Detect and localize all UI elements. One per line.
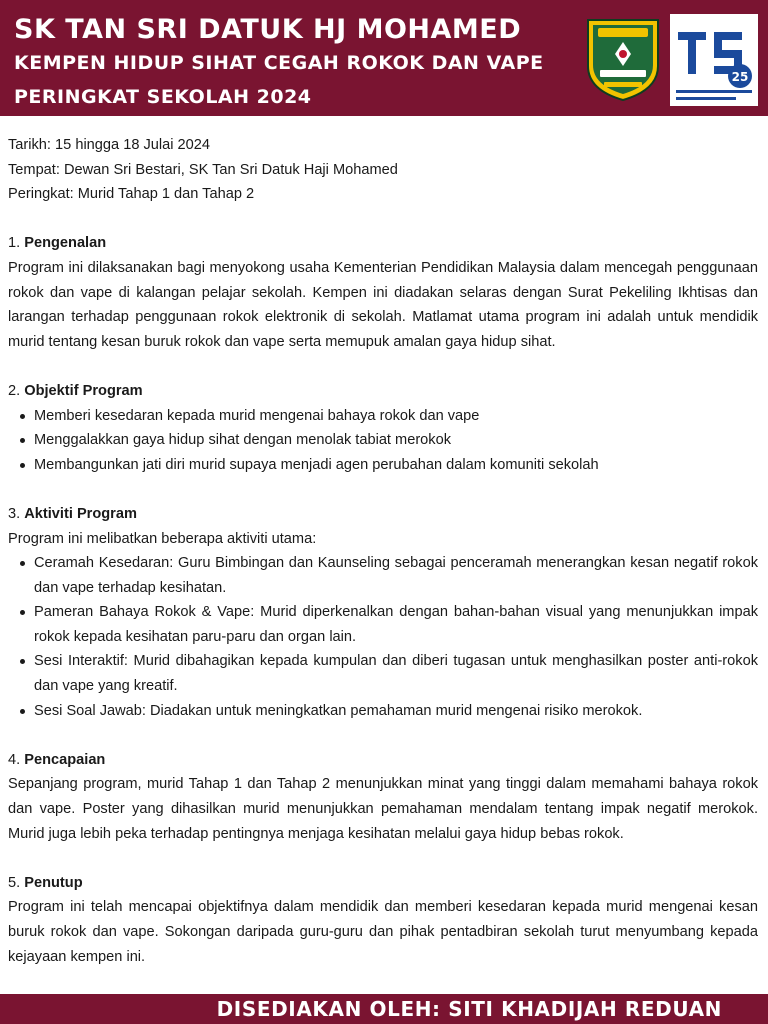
section-title-achievements: 4. Pencapaian	[8, 751, 106, 768]
school-crest-logo	[584, 16, 662, 102]
section-title-closing: 5. Penutup	[8, 874, 83, 891]
section-title-objectives: 2. Objektif Program	[8, 382, 143, 399]
list-item: Pameran Bahaya Rokok & Vape: Murid diperkenalkan dengan bahan-bahan visual yang menunjukkan impak rokok kepada kesihatan paru-paru dan organ lain.	[8, 600, 758, 649]
school-name: SK TAN SRI DATUK HJ MOHAMED	[14, 14, 522, 45]
objectives-list	[8, 404, 758, 478]
section-title-introduction: 1. Pengenalan	[8, 235, 107, 252]
campaign-level: PERINGKAT SEKOLAH 2024	[14, 86, 312, 108]
logo-badge-number: 25	[731, 70, 749, 84]
activities-list	[8, 551, 758, 723]
list-item: Ceramah Kesedaran: Guru Bimbingan dan Kaunseling sebagai penceramah menerangkan kesan negatif rokok dan vape terhadap kesihatan.	[8, 551, 758, 600]
campaign-title: KEMPEN HIDUP SIHAT CEGAH ROKOK DAN VAPE	[14, 52, 544, 74]
event-venue: Tempat: Dewan Sri Bestari, SK Tan Sri Datuk Haji Mohamed	[8, 161, 398, 178]
list-item: Membangunkan jati diri murid supaya menjadi agen perubahan dalam komuniti sekolah	[8, 453, 758, 478]
section-body-introduction: Program ini dilaksanakan bagi menyokong usaha Kementerian Pendidikan Malaysia dalam mencegah penggunaan rokok dan vape di kalangan pelajar sekolah. Kempen ini diadakan selaras dengan Surat Pekeliling Ikhtisas dan larangan terhadap penggunaan rokok elektronik di sekolah. Matlamat utama program ini adalah untuk mendidik murid tentang kesan buruk rokok dan vape serta memupuk amalan gaya hidup sihat.	[8, 259, 758, 350]
event-level: Peringkat: Murid Tahap 1 dan Tahap 2	[8, 186, 255, 203]
prepared-by: DISEDIAKAN OLEH: SITI KHADIJAH REDUAN	[216, 997, 722, 1021]
section-body-closing: Program ini telah mencapai objektifnya dalam mendidik dan memberi kesedaran kepada murid mengenai kesan buruk rokok dan vape. Sokongan daripada guru-guru dan pihak pentadbiran sekolah turut menyumbang kepada kejayaan kempen ini.	[8, 899, 758, 965]
section-body-achievements: Sepanjang program, murid Tahap 1 dan Tahap 2 menunjukkan minat yang tinggi dalam memahami bahaya rokok dan vape. Poster yang dihasilkan murid menunjukkan pemahaman mendalam tentang impak negatif merokok. Murid juga lebih peka terhadap pentingnya menjaga kesihatan melalui gaya hidup bebas rokok.	[8, 776, 758, 842]
header-banner	[0, 0, 768, 116]
footer-banner	[0, 994, 768, 1024]
list-item: Memberi kesedaran kepada murid mengenai bahaya rokok dan vape	[8, 404, 758, 429]
section-title-activities: 3. Aktiviti Program	[8, 505, 137, 522]
list-item: Sesi Interaktif: Murid dibahagikan kepada kumpulan dan diberi tugasan untuk menghasilkan poster anti-rokok dan vape yang kreatif.	[8, 649, 758, 698]
school-transformation-logo	[670, 14, 758, 106]
list-item: Sesi Soal Jawab: Diadakan untuk meningkatkan pemahaman murid mengenai risiko merokok.	[8, 699, 758, 724]
list-item: Menggalakkan gaya hidup sihat dengan menolak tabiat merokok	[8, 428, 758, 453]
event-date: Tarikh: 15 hingga 18 Julai 2024	[8, 137, 211, 153]
document-body	[8, 133, 758, 969]
activities-intro: Program ini melibatkan beberapa aktiviti utama:	[8, 530, 317, 547]
